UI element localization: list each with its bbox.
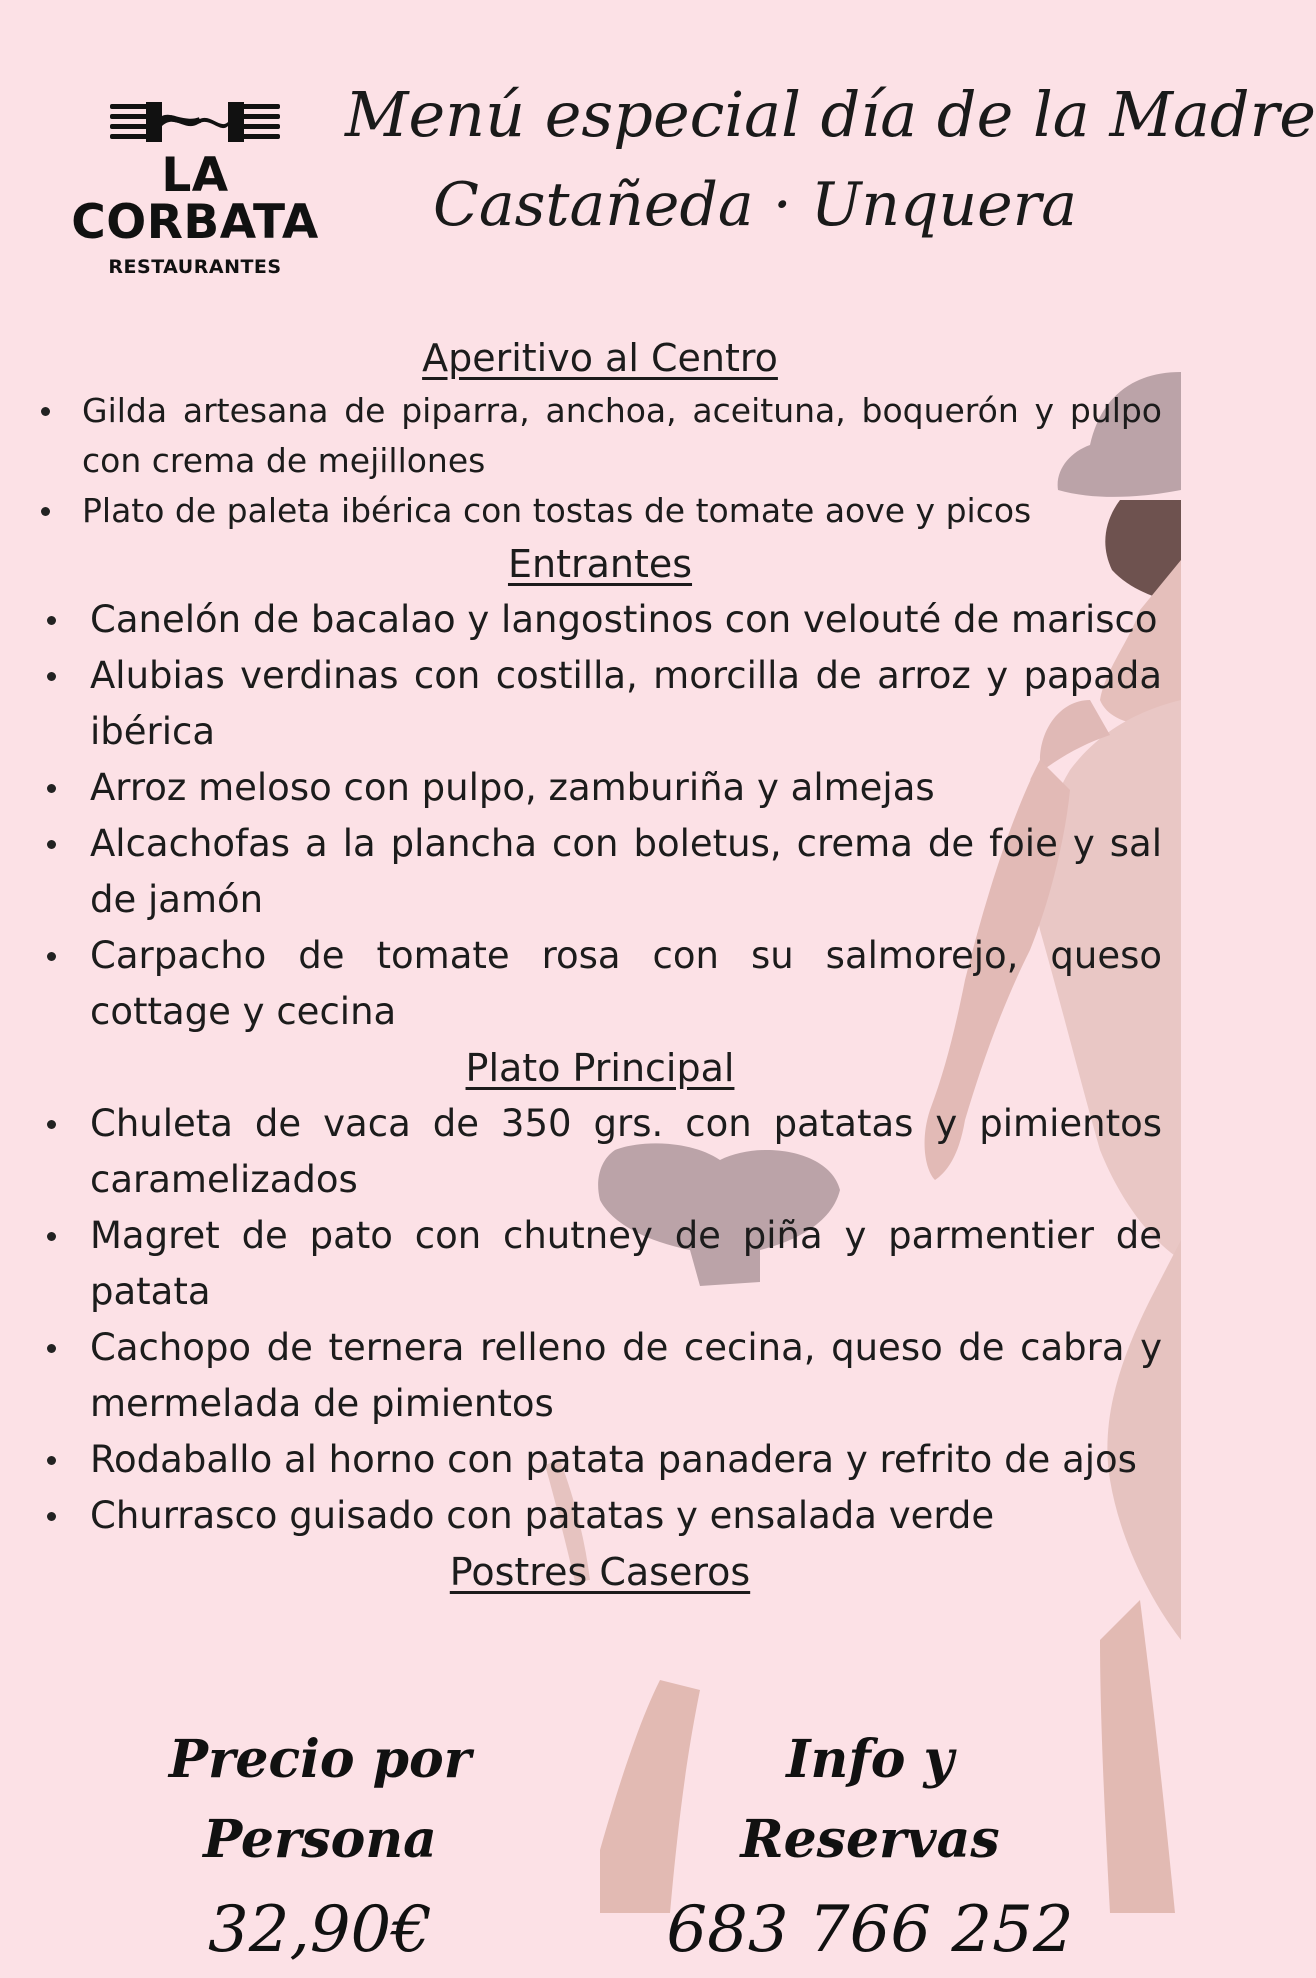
dish-item: Rodaballo al horno con patata panadera y refrito de ajos [38,1432,1162,1488]
dish-item: Plato de paleta ibérica con tostas de tomate aove y picos [38,486,1162,536]
reservation-block [660,1720,1080,1978]
restaurant-logo [40,98,350,278]
phone-number: 683 766 252 [666,1893,1074,1967]
section-entrantes [38,536,1162,1040]
section-title: Postres Caseros [449,1550,751,1594]
dish-item: Gilda artesana de piparra, anchoa, aceituna, boquerón y pulpo con crema de mejillones [38,386,1162,486]
section-title: Entrantes [507,542,693,586]
brand-name: LA CORBATA [71,148,319,250]
section-plato-principal [38,1040,1162,1544]
price-block [100,1720,540,1978]
dish-item: Chuleta de vaca de 350 grs. con patatas y pimientos caramelizados [38,1096,1162,1208]
dish-item: Alcachofas a la plancha con boletus, crema de foie y sal de jamón [38,816,1162,928]
title-line-2: Castañeda · Unquera [432,170,1078,240]
section-aperitivo [38,330,1162,536]
dish-item: Arroz meloso con pulpo, zamburiña y almejas [38,760,1162,816]
brand-subtitle: RESTAURANTES [108,256,282,278]
dish-item: Magret de pato con chutney de piña y parmentier de patata [38,1208,1162,1320]
price-value: 32,90€ [208,1893,432,1967]
section-title: Aperitivo al Centro [422,336,778,380]
section-postres [38,1544,1162,1600]
dish-item: Alubias verdinas con costilla, morcilla de arroz y papada ibérica [38,648,1162,760]
dish-list [38,592,1162,1040]
dish-list [38,386,1162,536]
fork-icon [110,98,280,144]
section-title: Plato Principal [465,1046,735,1090]
dish-item: Cachopo de ternera relleno de cecina, queso de cabra y mermelada de pimientos [38,1320,1162,1432]
menu-title [345,70,1316,250]
price-label: Precio por Persona [168,1729,472,1870]
title-line-1: Menú especial día de la Madre [345,78,1316,151]
dish-item: Carpacho de tomate rosa con su salmorejo, queso cottage y cecina [38,928,1162,1040]
dish-list [38,1096,1162,1544]
reservation-label: Info y Reservas [740,1729,1000,1870]
menu-body [38,330,1162,1600]
dish-item: Canelón de bacalao y langostinos con velouté de marisco [38,592,1162,648]
dish-item: Churrasco guisado con patatas y ensalada verde [38,1488,1162,1544]
